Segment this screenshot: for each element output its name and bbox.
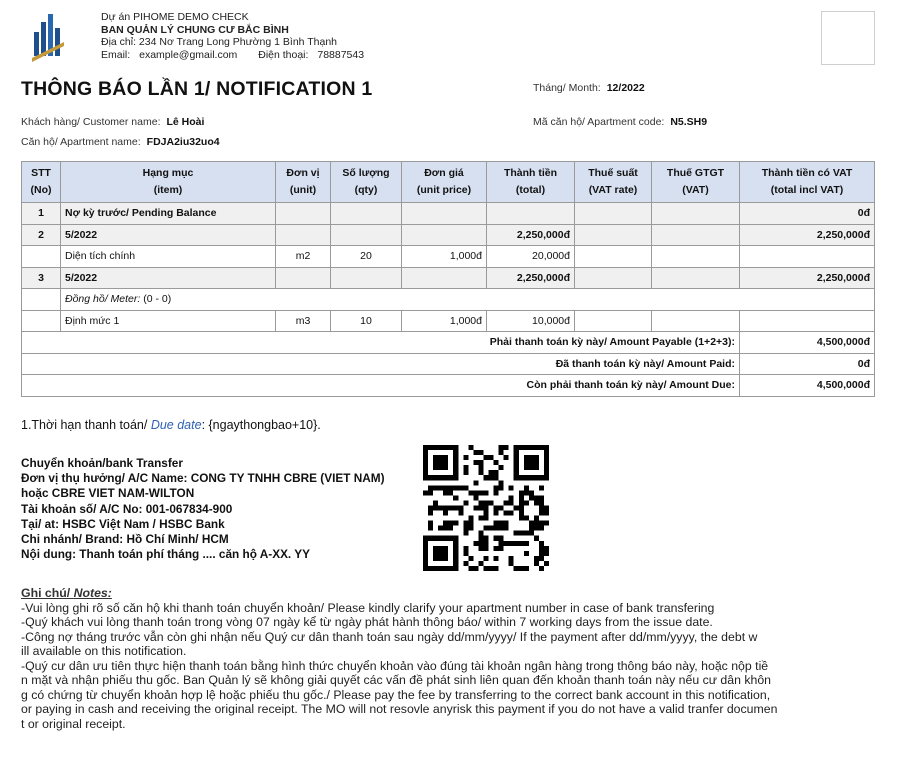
table-row: Định mức 1 m3 10 1,000đ 10,000đ — [22, 310, 875, 332]
meter-range: (0 - 0) — [140, 293, 172, 306]
header-info — [101, 11, 364, 61]
meter-label: Đồng hồ/ Meter: — [65, 293, 141, 306]
bank-line: Tài khoản số/ A/C No: 001-067834-900 — [21, 501, 233, 516]
due-date-line: 1.Thời hạn thanh toán/ Due date: {ngaythongbao+10}. — [21, 418, 321, 432]
table-header-row — [22, 162, 875, 203]
project-name: Dự án PIHOME DEMO CHECK — [101, 11, 249, 23]
bill-table — [21, 161, 875, 397]
col-header-total-incl-vat: Thành tiền có VAT (total incl VAT) — [740, 162, 875, 203]
bank-line: Chuyển khoản/bank Transfer — [21, 456, 183, 470]
customer-label: Khách hàng/ Customer name: — [21, 116, 161, 128]
bank-line: Nội dung: Thanh toán phí tháng .... căn hộ A-XX. YY — [21, 547, 311, 562]
building-logo-icon — [30, 12, 66, 64]
col-header-no: STT (No) — [22, 162, 61, 203]
meter-row — [22, 289, 875, 311]
note-line: -Công nợ tháng trước vẫn còn ghi nhận nếu Quý cư dân thanh toán sau ngày dd/mm/yyyy/ If the payment after dd/mm/yyyy, the debt w — [21, 629, 758, 644]
apartment-name-field — [21, 136, 220, 148]
note-line: n mặt và nhận phiếu thu gốc. Ban Quản lý sẽ không giải quyết các vấn đề phát sinh liên quan đến khoản thanh toán này nếu cư dân khôn — [21, 673, 772, 687]
note-line: ill available on this notification. — [21, 644, 187, 658]
apartment-name-label: Căn hộ/ Apartment name: — [21, 136, 141, 148]
contact-line — [101, 49, 364, 62]
note-line: or paying in cash and receiving the original receipt. The MO will not resovle anyrisk this payment if you do not have a valid tranfer documen — [21, 702, 778, 716]
col-header-vat-rate: Thuế suất (VAT rate) — [575, 162, 652, 203]
note-line: g có chứng từ chuyển khoản hợp lệ hoặc phiếu thu gốc./ Please pay the fee by transferring to the correct bank account in this notification, — [21, 687, 771, 702]
summary-row-payable: Phải thanh toán kỳ này/ Amount Payable (1+2+3): 4,500,000đ — [22, 332, 875, 354]
bank-line: Tại/ at: HSBC Việt Nam / HSBC Bank — [21, 516, 225, 531]
col-header-unit-price: Đơn giá (unit price) — [402, 162, 487, 203]
due-date-link[interactable]: Due date — [150, 418, 202, 432]
notes-heading: Ghi chú/ Notes: — [21, 586, 112, 600]
phone-label: Điện thoại: — [258, 48, 309, 61]
summary-row-due: Còn phải thanh toán kỳ này/ Amount Due: 4,500,000đ — [22, 375, 875, 397]
month-field — [533, 82, 645, 94]
customer-value: Lê Hoài — [166, 116, 205, 128]
management-board: BAN QUẢN LÝ CHUNG CƯ BẮC BÌNH — [101, 23, 289, 36]
col-header-item: Hạng mục (item) — [61, 162, 276, 203]
bank-line: hoặc CBRE VIET NAM-WILTON — [21, 486, 195, 501]
email-label: Email: — [101, 48, 131, 61]
phone: 78887543 — [317, 48, 365, 61]
table-row: 2 5/2022 2,250,000đ 2,250,000đ — [22, 224, 875, 246]
col-header-vat: Thuế GTGT (VAT) — [652, 162, 740, 203]
col-header-total: Thành tiền (total) — [487, 162, 575, 203]
bank-line: Chi nhánh/ Brand: Hồ Chí Minh/ HCM — [21, 532, 229, 547]
month-value: 12/2022 — [606, 82, 645, 94]
month-label: Tháng/ Month: — [533, 82, 601, 94]
notes-section — [21, 586, 876, 731]
bank-transfer-info — [21, 456, 385, 562]
email: example@gmail.com — [139, 48, 238, 61]
summary-row-paid: Đã thanh toán kỳ này/ Amount Paid: 0đ — [22, 353, 875, 375]
note-line: -Quý cư dân ưu tiên thực hiện thanh toán bằng hình thức chuyển khoản vào đúng tài khoản ngân hàng trong thông báo này, hoặc nộp tiề — [21, 658, 769, 673]
apartment-code-field — [533, 116, 707, 128]
note-line: t or original receipt. — [21, 716, 126, 731]
customer-field — [21, 116, 204, 128]
col-header-qty: Số lượng (qty) — [331, 162, 402, 203]
table-row: 3 5/2022 2,250,000đ 2,250,000đ — [22, 267, 875, 289]
table-row: 1 Nợ kỳ trước/ Pending Balance 0đ — [22, 203, 875, 225]
note-line: -Vui lòng ghi rõ số căn hộ khi thanh toán chuyển khoản/ Please kindly clarify your apartment number in case of bank transfering — [21, 600, 715, 615]
qr-code-icon — [423, 445, 549, 571]
apartment-code-label: Mã căn hộ/ Apartment code: — [533, 116, 665, 128]
note-line: -Quý khách vui lòng thanh toán trong vòng 07 ngày kể từ ngày phát hành thông báo/ within 7 working days from the issue date. — [21, 615, 713, 629]
apartment-name-value: FDJA2iu32uo4 — [146, 136, 220, 148]
apartment-code-value: N5.SH9 — [670, 116, 708, 128]
col-header-unit: Đơn vị (unit) — [276, 162, 331, 203]
address: Địa chỉ: 234 Nơ Trang Long Phường 1 Bình Thạnh — [101, 36, 338, 48]
photo-placeholder — [821, 11, 875, 65]
bank-line: Đơn vị thụ hưởng/ A/C Name: CONG TY TNHH CBRE (VIET NAM) — [21, 471, 385, 486]
table-row: Diện tích chính m2 20 1,000đ 20,000đ — [22, 246, 875, 268]
page-title: THÔNG BÁO LẦN 1/ NOTIFICATION 1 — [21, 78, 373, 100]
